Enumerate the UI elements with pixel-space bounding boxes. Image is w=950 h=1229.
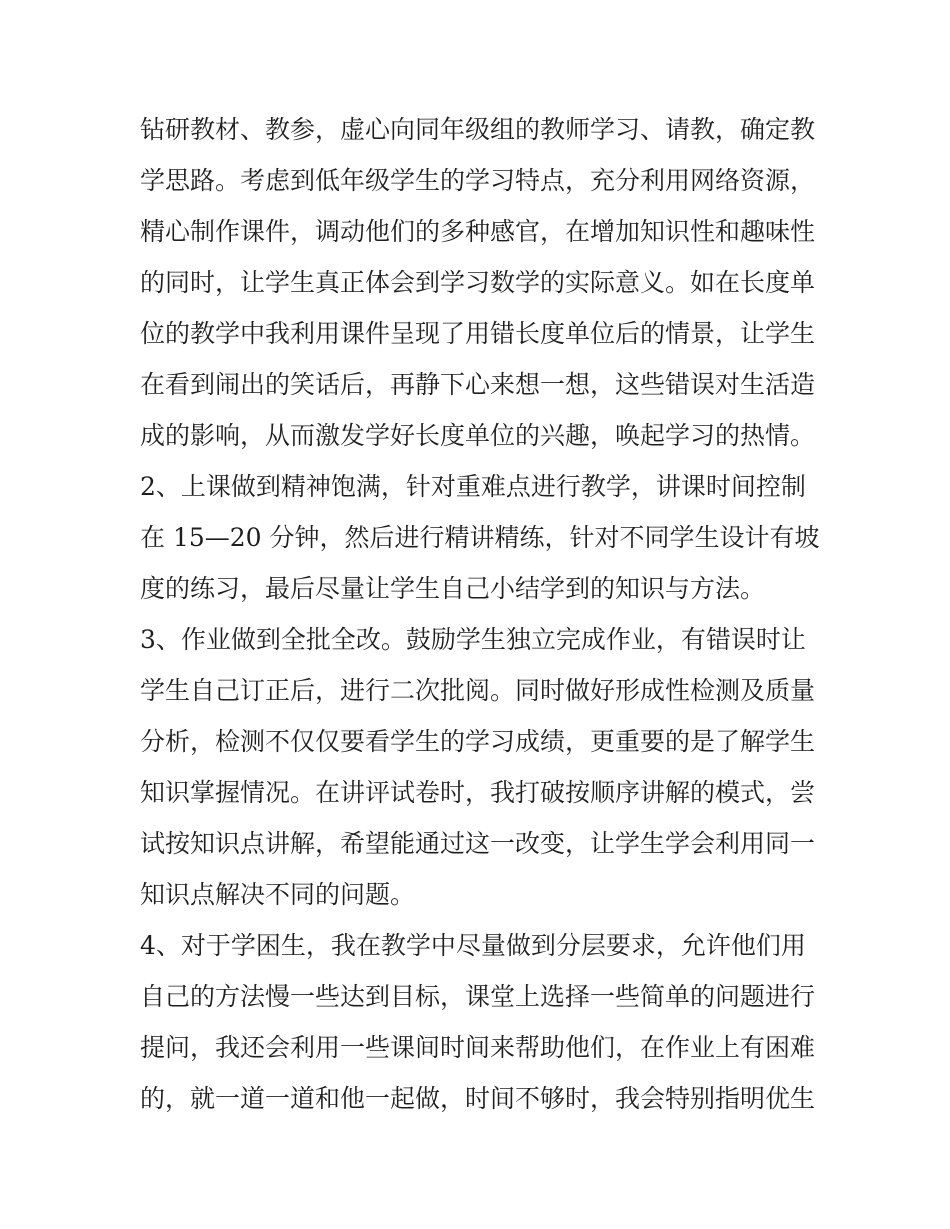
text-line-16: 知识点解决不同的问题。 [140,880,416,909]
text-line-18: 自己的方法慢一些达到目标，课堂上选择一些简单的问题进行 [140,982,816,1011]
text-line-2: 学思路。考虑到低年级学生的学习特点，充分利用网络资源， [140,166,816,195]
text-line-6: 在看到闹出的笑话后，再静下心来想一想，这些错误对生活造 [140,370,816,399]
text-line-15: 试按知识点讲解，希望能通过这一改变，让学生学会利用同一 [140,829,816,858]
text-line-13: 分析，检测不仅仅要看学生的学习成绩，更重要的是了解学生 [140,727,816,756]
text-line-8: 2、上课做到精神饱满，针对重难点进行教学，讲课时间控制 [140,472,806,501]
text-line-1: 钻研教材、教参，虚心向同年级组的教师学习、请教，确定教 [140,115,816,144]
text-line-12: 学生自己订正后，进行二次批阅。同时做好形成性检测及质量 [140,676,816,705]
text-line-9: 在 15—20 分钟，然后进行精讲精练，针对不同学生设计有坡 [140,523,820,552]
text-line-19: 提问，我还会利用一些课间时间来帮助他们，在作业上有困难 [140,1033,816,1062]
text-line-7: 成的影响，从而激发学好长度单位的兴趣，唤起学习的热情。 [140,421,816,450]
text-line-4: 的同时，让学生真正体会到学习数学的实际意义。如在长度单 [140,268,816,297]
text-line-11: 3、作业做到全批全改。鼓励学生独立完成作业，有错误时让 [140,625,806,654]
text-line-17: 4、对于学困生，我在教学中尽量做到分层要求，允许他们用 [140,931,806,960]
text-line-3: 精心制作课件，调动他们的多种感官，在增加知识性和趣味性 [140,217,816,246]
text-line-5: 位的教学中我利用课件呈现了用错长度单位后的情景，让学生 [140,319,816,348]
text-line-14: 知识掌握情况。在讲评试卷时，我打破按顺序讲解的模式，尝 [140,778,816,807]
text-line-20: 的，就一道一道和他一起做，时间不够时，我会特别指明优生 [140,1084,816,1113]
document-body [140,104,820,1124]
text-line-10: 度的练习，最后尽量让学生自己小结学到的知识与方法。 [140,574,766,603]
